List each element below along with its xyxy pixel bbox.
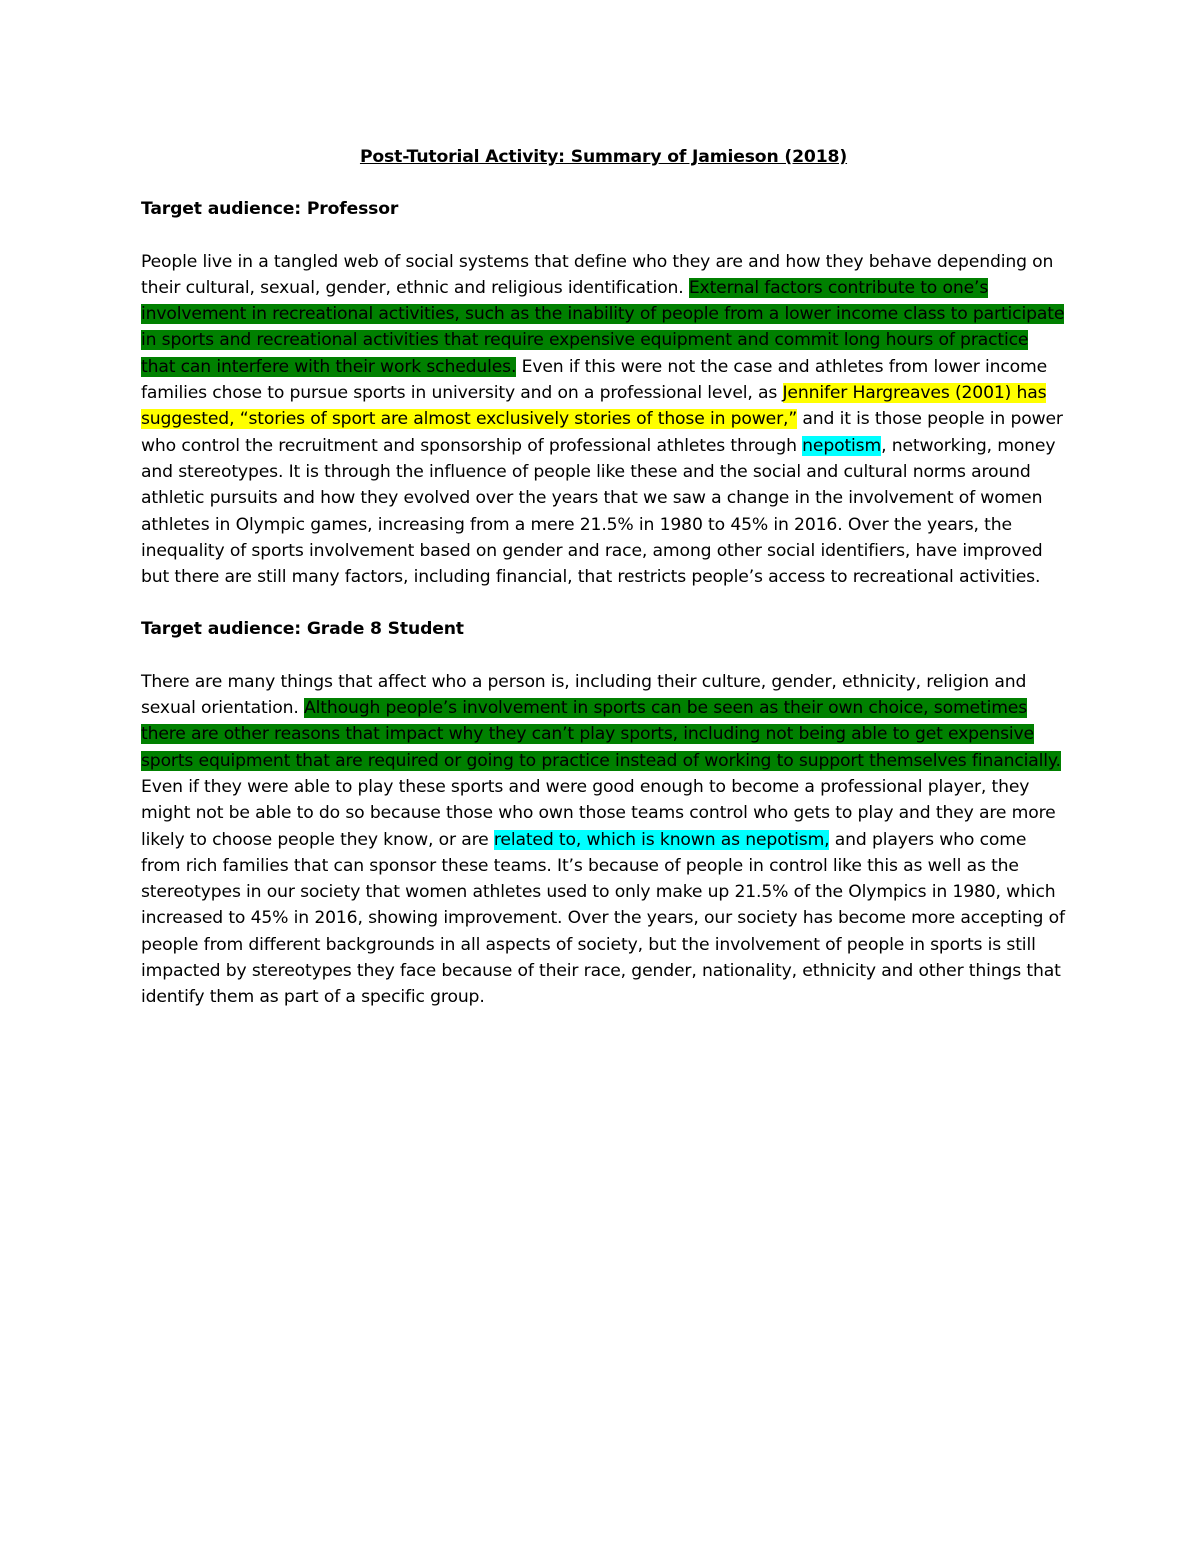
text-segment: People live in a tangled web of social systems that define who they are and how they behave depending on their cultural, sexual, gender, ethnic and religious identification. — [141, 251, 1054, 298]
text-segment: There are many things that affect who a person is, including their culture, gender, ethnicity, religion and sexual orientation. — [141, 671, 1027, 719]
text-segment: and players who come from rich families that can sponsor these teams. It’s because of people in control like this as well as the stereotypes in our society that women athletes used to only make up 21.5% of the Olympics in 1980, which increased to 45% in 2016, showing improvement. Over the years, our society has become more accepting of people from different backgrounds in all aspects of society, but the involvement of people in sports is still impacted by stereotypes they face because of their race, gender, nationality, ethnicity and other things that identify them as part of a specific group. — [141, 829, 1065, 1008]
document-body — [141, 144, 1066, 1037]
text-segment: and it is those people in power who control the recruitment and sponsorship of professional athletes through — [141, 409, 1063, 456]
text-segment: Even if this were not the case and athletes from lower income families chose to pursue sports in university and on a professional level, as — [141, 356, 1048, 404]
section-heading-professor: Target audience: Professor — [141, 199, 399, 220]
highlight-cyan: nepotism — [802, 435, 882, 456]
text-segment: , networking, money and stereotypes. It is through the influence of people like these and the social and cultural norms around athletic pursuits and how they evolved over the years that we saw a change in the involvement of women athletes in Olympic games, increasing from a mere 21.5% in 1980 to 45% in 2016. Over the years, the inequality of sports involvement based on gender and race, among other social identifiers, have improved but there are still many factors, including financial, that restricts people’s access to recreational activities. — [141, 435, 1056, 588]
highlight-green: Although people’s involvement in sports can be seen as their own choice, sometimes there are other reasons that impact why they can’t play sports, including not being able to get expensive sports equipment that are required or going to practice instead of working to support themselves financially. — [141, 698, 1061, 771]
section-heading-grade8: Target audience: Grade 8 Student — [141, 619, 464, 640]
highlight-cyan: related to, which is known as nepotism, — [493, 829, 830, 850]
text-segment: Even if they were able to play these sports and were good enough to become a professional player, they might not be able to do so because those who own those teams control who gets to play and they are more likely to choose people they know, or are — [141, 776, 1056, 850]
highlight-green: External factors contribute to one’s involvement in recreational activities, such as the inability of people from a lower income class to participate in sports and recreational activities that require expensive equipment and commit long hours of practice that can interfere with their work schedules. — [141, 277, 1065, 377]
summary-paragraph-grade8 — [141, 669, 1066, 1011]
highlight-yellow: Jennifer Hargreaves (2001) has suggested, “stories of sport are almost exclusively stories of those in power,” — [141, 383, 1047, 430]
summary-paragraph-professor — [141, 249, 1066, 591]
document-title: Post-Tutorial Activity: Summary of Jamieson (2018) — [359, 147, 848, 167]
